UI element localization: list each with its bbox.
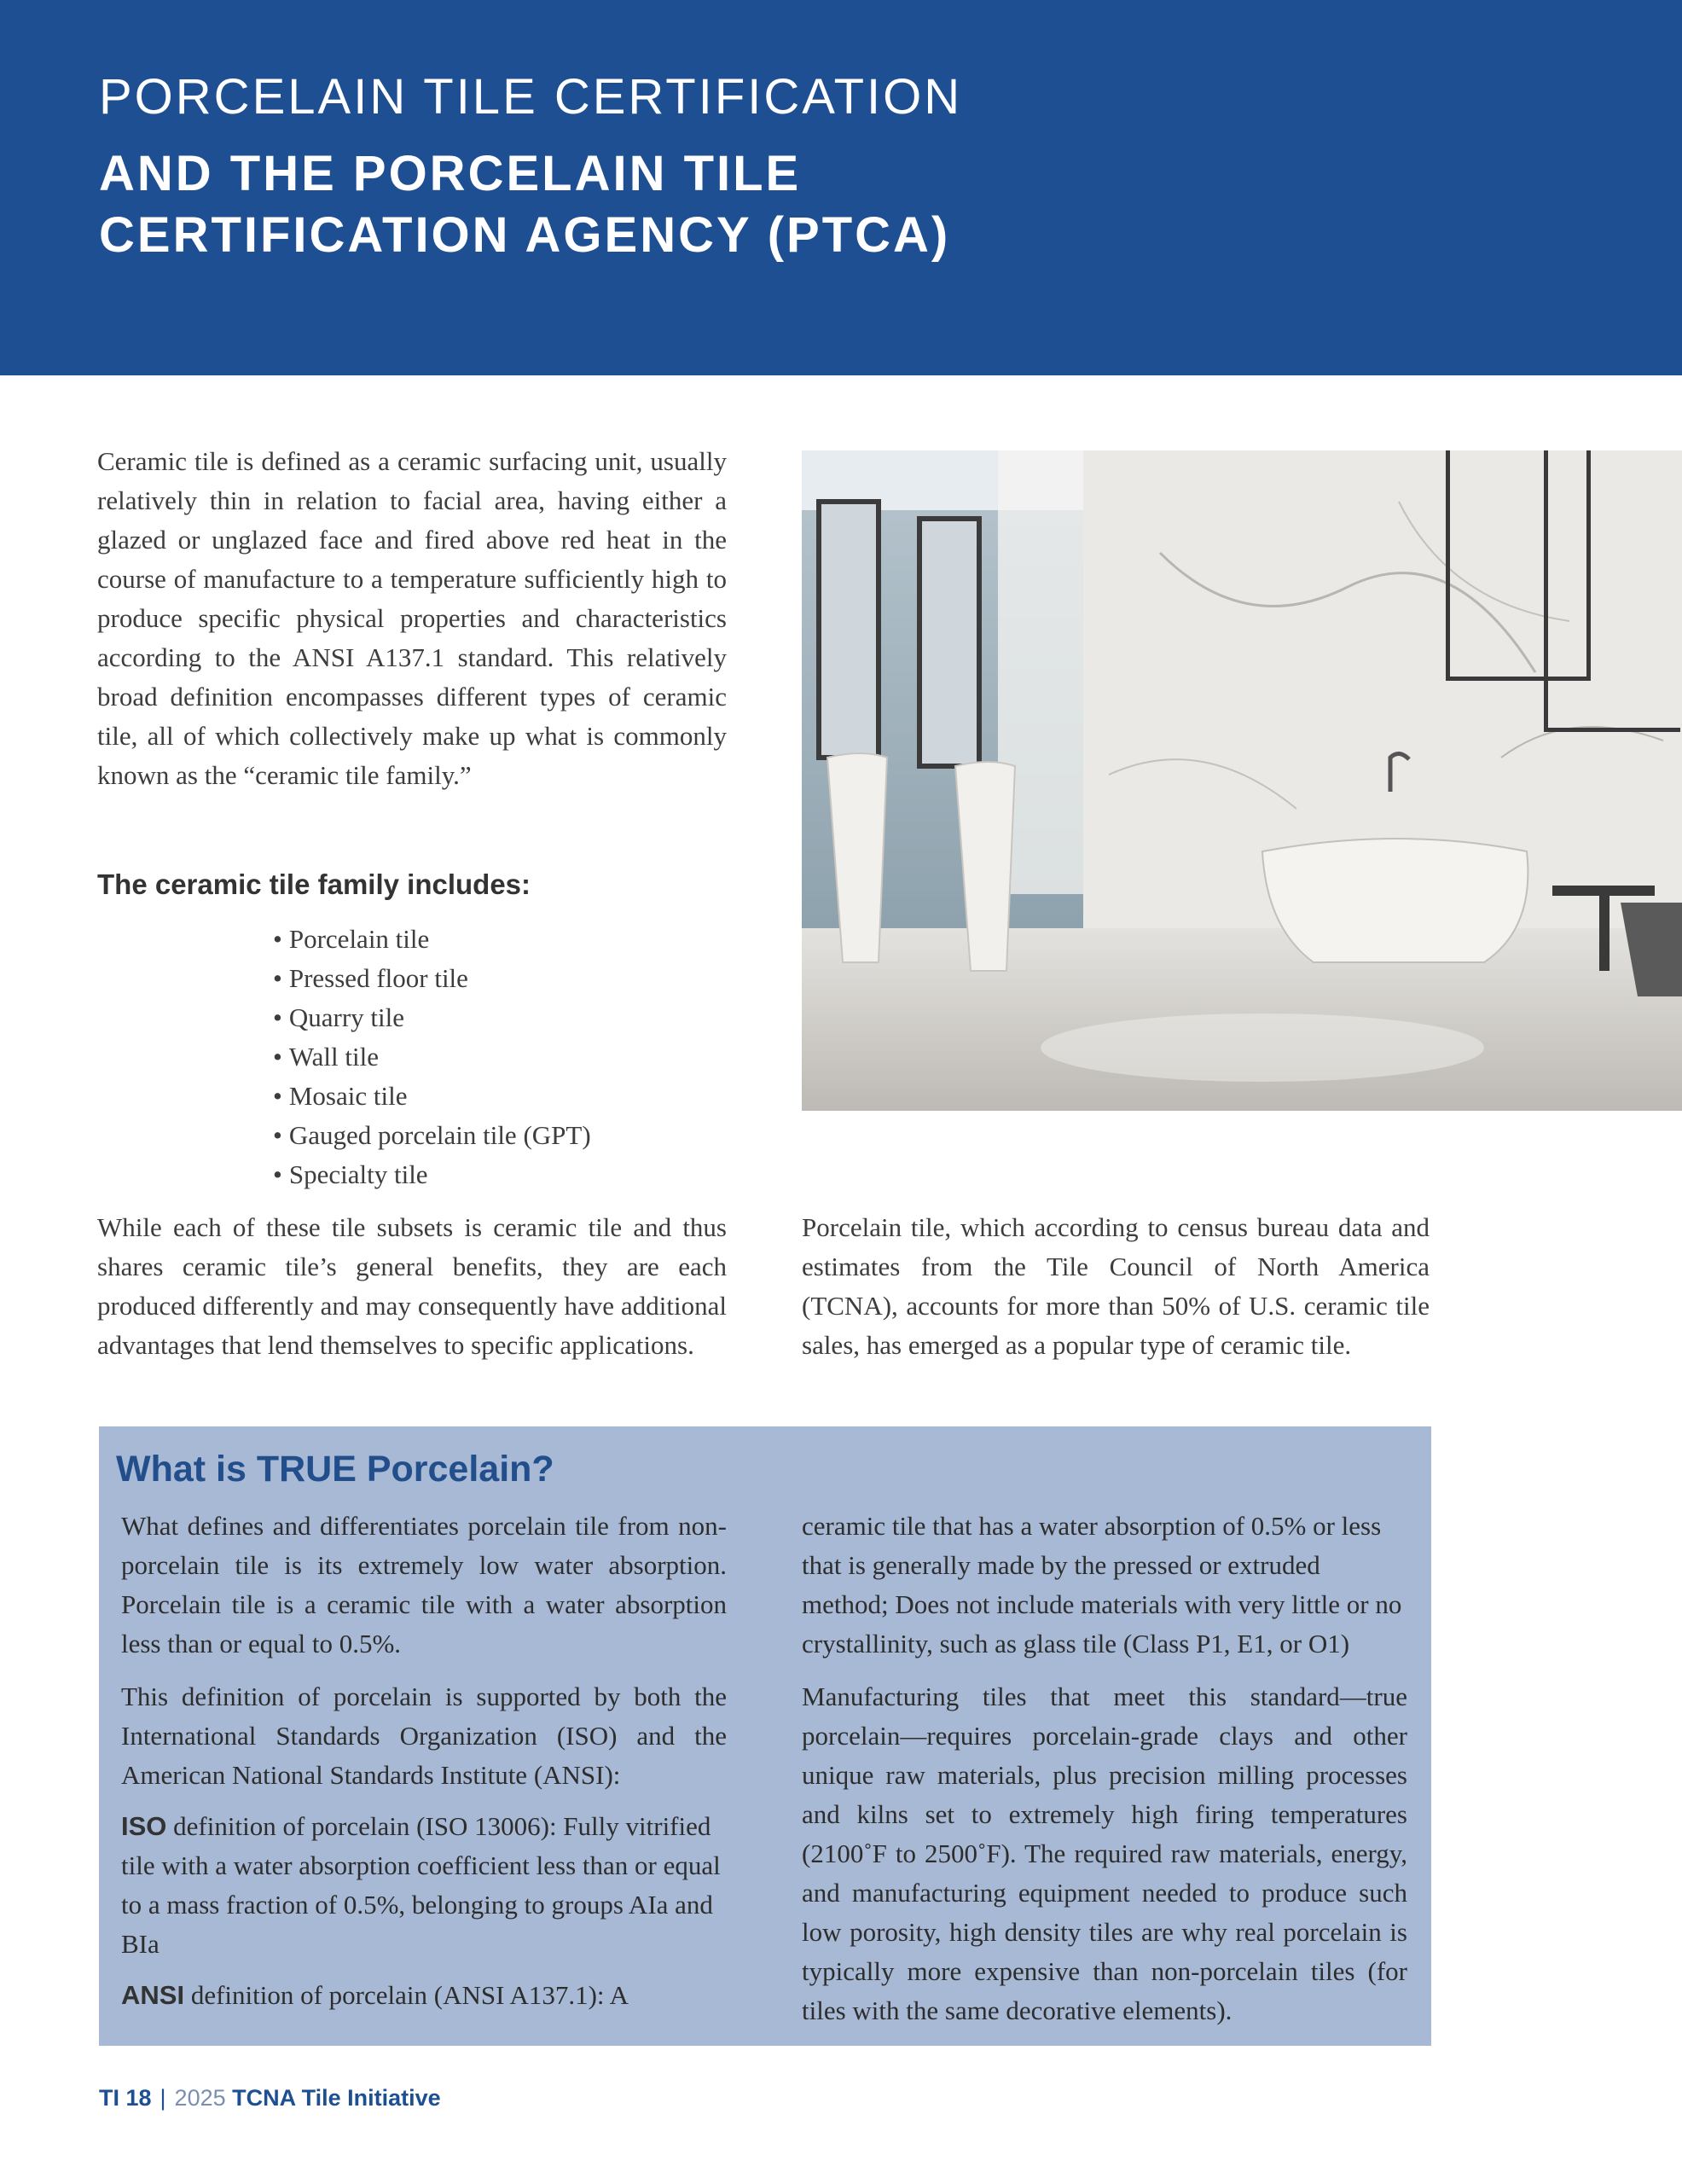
bullet-icon: • <box>273 1120 282 1150</box>
bullet-icon: • <box>273 963 282 993</box>
footer-publication: TCNA Tile Initiative <box>232 2085 441 2111</box>
bullet-icon: • <box>273 1081 282 1111</box>
list-item: • Mosaic tile <box>273 1081 408 1111</box>
ansi-definition <box>121 1976 727 2015</box>
list-item: • Quarry tile <box>273 1002 404 1032</box>
ansi-label: ANSI <box>121 1980 185 2010</box>
intro-paragraph: Ceramic tile is defined as a ceramic surfacing unit, usually relatively thin in relation to facial area, having either a glazed or unglazed face and fired above red heat in the course of manufacture to a temperature sufficiently high to produce specific physical properties and characteristics according to the ANSI A137.1 standard. This relatively broad definition encompasses different types of ceramic tile, all of which collectively make up what is commonly known as the “ceramic tile family.” <box>97 446 727 790</box>
ansi-text: definition of porcelain (ANSI A137.1): A <box>184 1980 629 2010</box>
page-footer <box>99 2085 441 2111</box>
footer-separator: | <box>160 2085 166 2111</box>
subsets-paragraph: While each of these tile subsets is ceramic tile and thus shares ceramic tile’s general benefits, they are each produced differently and may consequently have additional advantages that lend themselves to specific applications. <box>97 1212 727 1360</box>
family-list <box>273 920 591 1194</box>
title-bold <box>99 143 950 266</box>
callout-title: What is TRUE Porcelain? <box>116 1449 554 1490</box>
bullet-icon: • <box>273 1042 282 1072</box>
manufacturing-paragraph: Manufacturing tiles that meet this standard—true porcelain—requires porcelain-grade clays and other unique raw materials, plus precision milling processes and kilns set to extremely high firing temperatures (2100˚F to 2500˚F). The required raw materials, energy, and manufacturing equipment needed to produce such low porosity, high density tiles are why real porcelain is typically more expensive than non-porcelain tiles (for tiles with the same decorative elements). <box>802 1682 1407 2025</box>
iso-text: definition of porcelain (ISO 13006): Fully vitrified tile with a water absorption coefficient less than or equal to a mass fraction of 0.5%, belonging to groups AIa and BIa <box>121 1811 721 1959</box>
family-heading: The ceramic tile family includes: <box>97 868 531 900</box>
bathroom-illustration <box>802 450 1682 1111</box>
ansi-definition-continued: ceramic tile that has a water absorption of 0.5% or less that is generally made by the pressed or extruded method; Does not include materials with very little or no crystallinity, such as glass tile (Class P1, E1, or O1) <box>802 1511 1402 1658</box>
list-item: • Pressed floor tile <box>273 963 468 993</box>
iso-label: ISO <box>121 1811 167 1841</box>
list-item: • Porcelain tile <box>273 924 430 954</box>
list-item: • Gauged porcelain tile (GPT) <box>273 1120 591 1150</box>
footer-year: 2025 <box>174 2085 233 2111</box>
bathroom-photo <box>802 450 1682 1111</box>
callout-paragraph-2: This definition of porcelain is supported by both the International Standards Organization (ISO) and the American National Standards Institute (ANSI): <box>121 1682 727 1790</box>
title-line-2: AND THE PORCELAIN TILE <box>99 146 802 201</box>
list-item: • Specialty tile <box>273 1159 428 1189</box>
iso-definition <box>121 1807 727 1964</box>
page-number: TI 18 <box>99 2085 152 2111</box>
title-line-3: CERTIFICATION AGENCY (PTCA) <box>99 207 951 263</box>
bullet-icon: • <box>273 1002 282 1032</box>
title-line-1: PORCELAIN TILE CERTIFICATION <box>99 69 963 125</box>
bullet-icon: • <box>273 1159 282 1189</box>
callout-paragraph-1: What defines and differentiates porcelain tile from non-porcelain tile is its extremely low water absorption. Porcelain tile is a ceramic tile with a water absorption less than or equal to 0.5%. <box>121 1511 727 1658</box>
porcelain-share-paragraph: Porcelain tile, which according to census bureau data and estimates from the Tile Council of North America (TCNA), accounts for more than 50% of U.S. ceramic tile sales, has emerged as a popular type of ceramic tile. <box>802 1212 1430 1360</box>
bullet-icon: • <box>273 924 282 954</box>
list-item: • Wall tile <box>273 1042 379 1072</box>
